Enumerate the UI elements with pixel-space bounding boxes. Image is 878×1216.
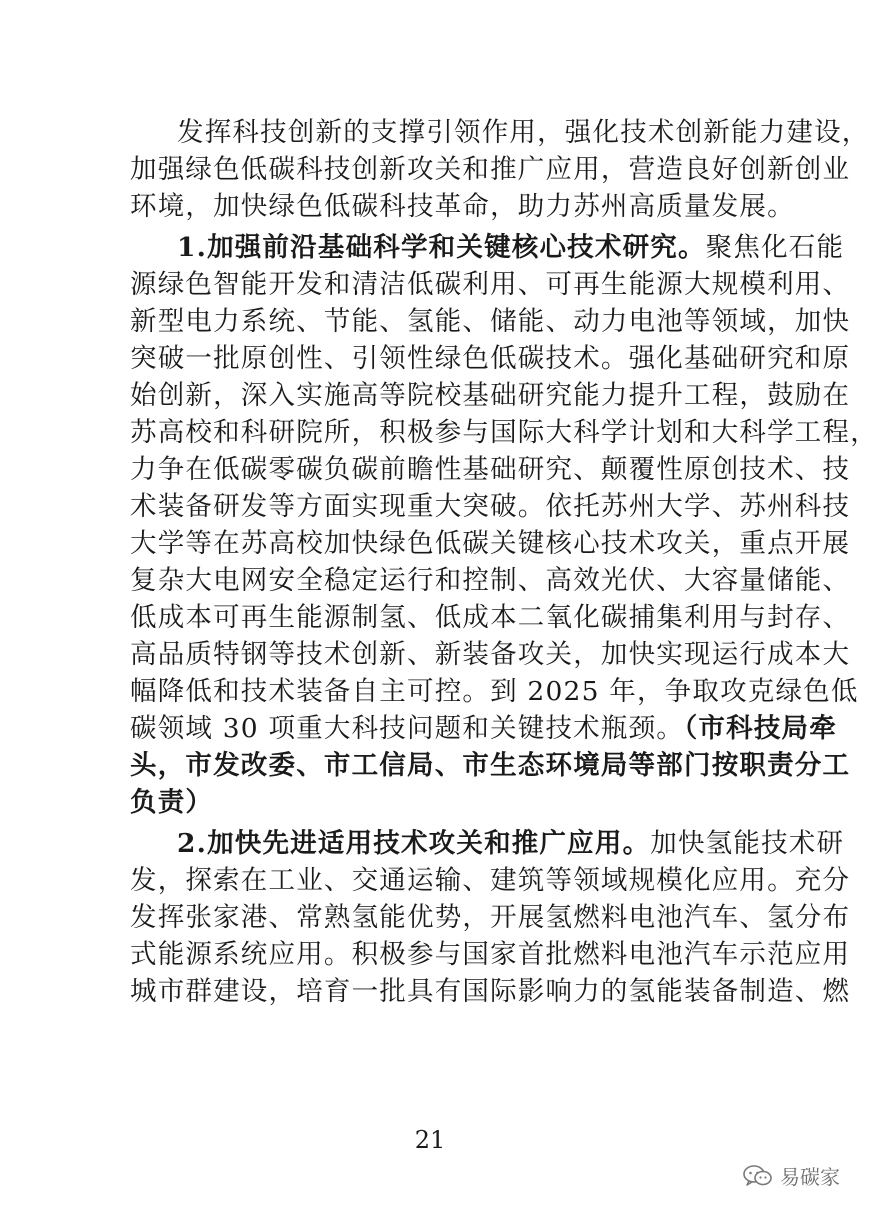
- paragraph-line: [130, 746, 851, 786]
- watermark-label: 易碳家: [780, 1165, 840, 1189]
- paragraph-line: 幅降低和技术装备自主可控。到 2025 年，争取攻克绿色低: [130, 676, 859, 707]
- page-number: 21: [414, 1126, 446, 1154]
- paragraph-line: 高品质特钢等技术创新、新装备攻关，加快实现运行成本大: [130, 639, 851, 670]
- paragraph-line: 新型电力系统、节能、氢能、储能、动力电池等领域，加快: [130, 306, 851, 337]
- responsible-department: （市科技局牵: [683, 713, 837, 744]
- section-heading: 2.加快先进适用技术攻关和推广应用。: [177, 828, 651, 859]
- paragraph-line: 术装备研发等方面实现重大突破。依托苏州大学、苏州科技: [130, 491, 851, 522]
- paragraph-line: 苏高校和科研院所，积极参与国际大科学计划和大科学工程，: [130, 417, 878, 448]
- paragraph-line: 力争在低碳零碳负碳前瞻性基础研究、颠覆性原创技术、技: [130, 454, 851, 485]
- paragraph-line: 复杂大电网安全稳定运行和控制、高效光伏、大容量储能、: [130, 565, 851, 596]
- paragraph-line: 式能源系统应用。积极参与国家首批燃料电池汽车示范应用: [130, 939, 851, 970]
- paragraph-line: 低成本可再生能源制氢、低成本二氧化碳捕集利用与封存、: [130, 602, 851, 633]
- responsible-department: 负责）: [130, 787, 214, 818]
- paragraph-text: 加快氢能技术研: [650, 828, 845, 859]
- paragraph-text: 碳领域 30 项重大科技问题和关键技术瓶颈。: [130, 713, 684, 744]
- paragraph-line: 环境，加快绿色低碳科技革命，助力苏州高质量发展。: [130, 191, 795, 222]
- paragraph-line: 加强绿色低碳科技创新攻关和推广应用，营造良好创新创业: [130, 154, 851, 185]
- paragraph-line: [130, 709, 837, 749]
- responsible-department: 头，市发改委、市工信局、市生态环境局等部门按职责分工: [130, 750, 851, 781]
- wechat-icon: [743, 1164, 773, 1188]
- paragraph-line: 突破一批原创性、引领性绿色低碳技术。强化基础研究和原: [130, 343, 851, 374]
- paragraph-line: 发挥科技创新的支撑引领作用，强化技术创新能力建设，: [177, 117, 870, 148]
- watermark: [743, 1161, 840, 1190]
- paragraph-line: 大学等在苏高校加快绿色低碳关键核心技术攻关，重点开展: [130, 528, 851, 559]
- paragraph-line: [130, 783, 750, 823]
- paragraph-line: [177, 824, 845, 864]
- paragraph-line: 城市群建设，培育一批具有国际影响力的氢能装备制造、燃: [130, 976, 851, 1007]
- paragraph-line: [177, 228, 845, 268]
- paragraph-line: 始创新，深入实施高等院校基础研究能力提升工程，鼓励在: [130, 380, 851, 411]
- paragraph-line: 源绿色智能开发和清洁低碳利用、可再生能源大规模利用、: [130, 269, 851, 300]
- paragraph-line: 发，探索在工业、交通运输、建筑等领域规模化应用。充分: [130, 865, 851, 896]
- paragraph-line: 发挥张家港、常熟氢能优势，开展氢燃料电池汽车、氢分布: [130, 902, 851, 933]
- paragraph-text: 聚焦化石能: [705, 232, 845, 263]
- section-heading: 1.加强前沿基础科学和关键核心技术研究。: [177, 232, 706, 263]
